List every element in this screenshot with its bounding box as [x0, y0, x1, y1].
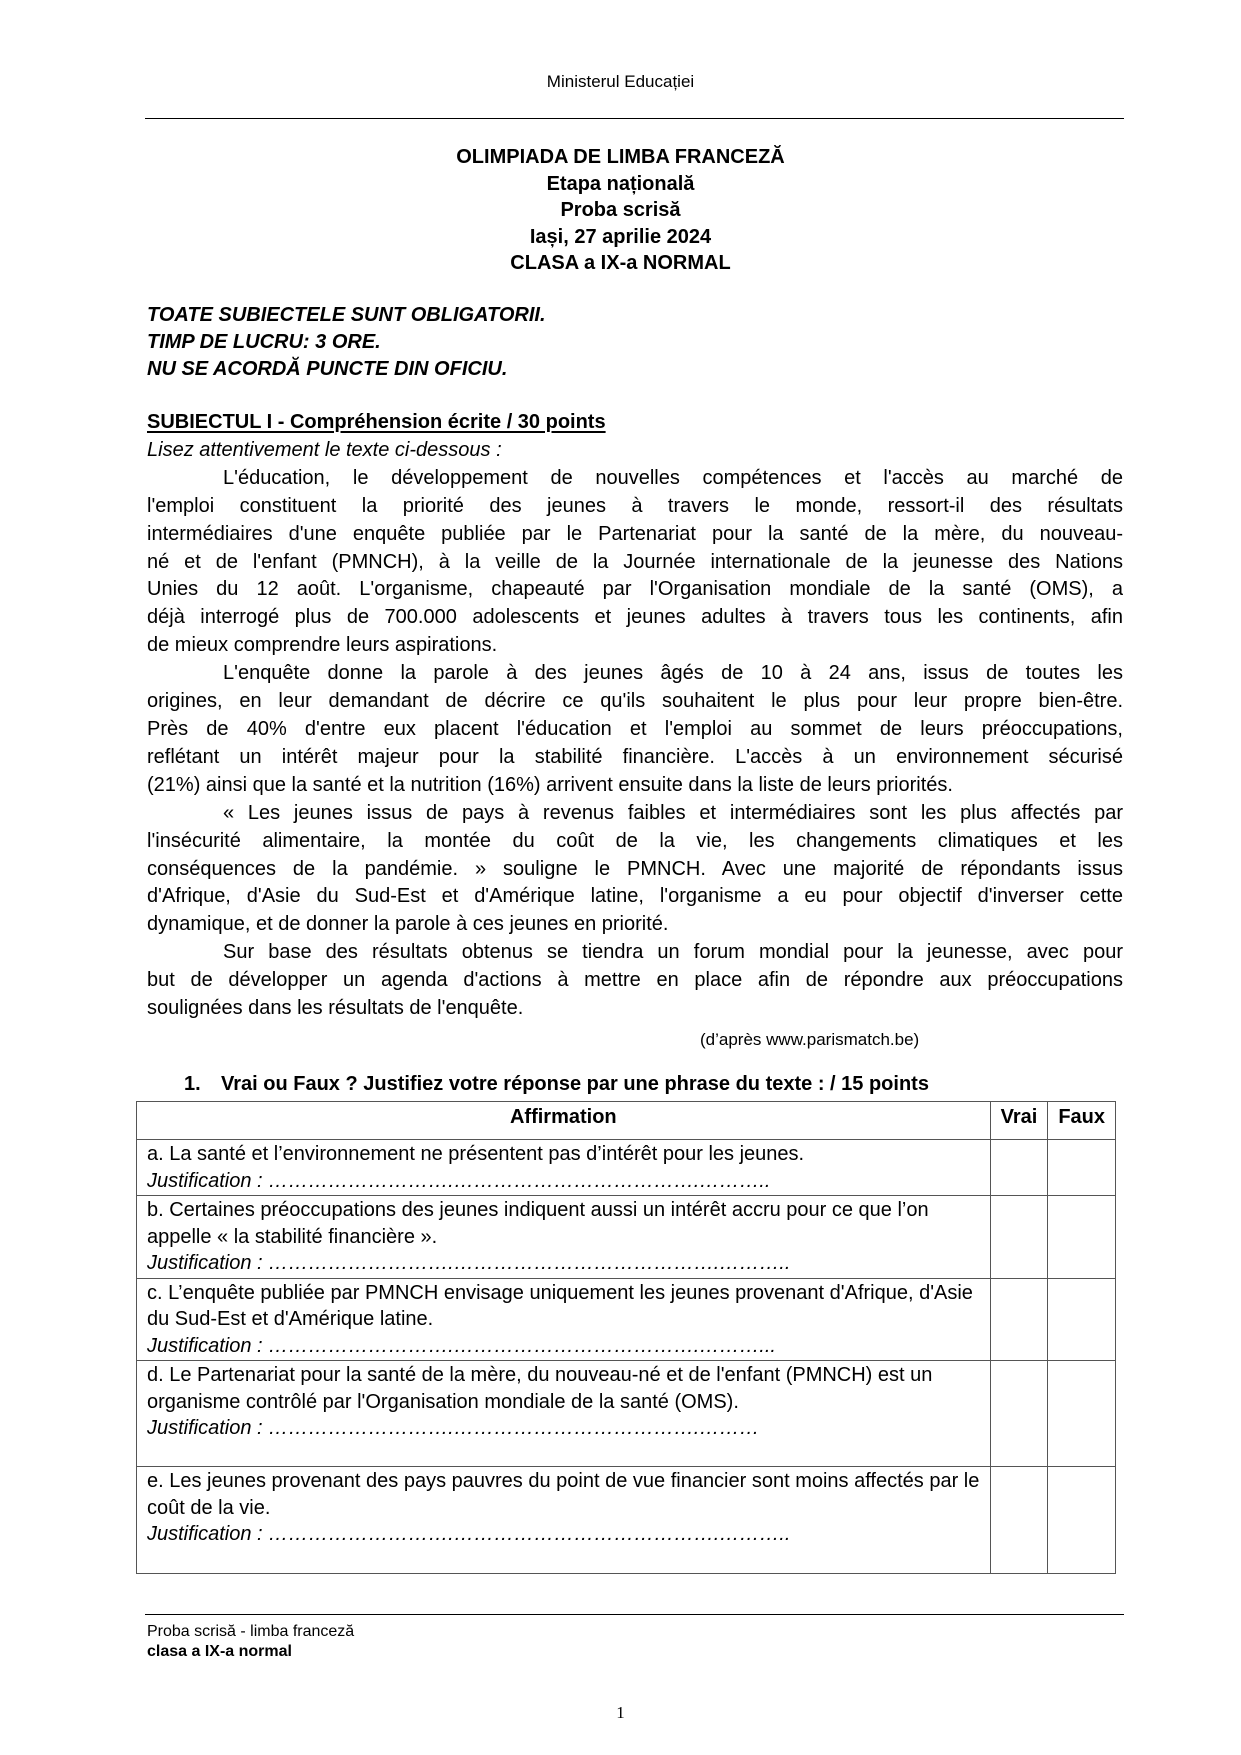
statement: b. Certaines préoccupations des jeunes indiquent aussi un intérêt accru pour ce que l’on appelle « la stabilité financière ». — [147, 1199, 929, 1248]
footer-line: clasa a IX-a normal — [147, 1643, 292, 1660]
text-line: soulignées dans les résultats de l'enquête. — [147, 997, 524, 1020]
text-line: intermédiaires d'une enquête publiée par le Partenariat pour la santé de la mère, du nouveau- — [147, 522, 1123, 545]
text-source: (d’après www.parismatch.be) — [700, 1030, 920, 1049]
vrai-answer-cell[interactable] — [990, 1140, 1048, 1196]
text-line: Unies du 12 août. L'organisme, chapeauté par l'Organisation mondiale de la santé (OMS), a — [147, 578, 1123, 601]
subject-heading: SUBIECTUL I - Compréhension écrite / 30 points — [147, 411, 606, 433]
justification-field[interactable]: Justification : ……………………….……………………………….………... — [147, 1334, 776, 1357]
rule-line: NU SE ACORDĂ PUNCTE DIN OFICIU. — [147, 358, 508, 380]
faux-answer-cell[interactable] — [1048, 1196, 1116, 1279]
column-header-vrai: Vrai — [990, 1102, 1048, 1140]
vrai-answer-cell[interactable] — [990, 1467, 1048, 1574]
title-line: Etapa națională — [546, 172, 695, 195]
table-row — [137, 1278, 1116, 1361]
table-row — [137, 1361, 1116, 1467]
vrai-answer-cell[interactable] — [990, 1361, 1048, 1467]
text-line: né et de l'enfant (PMNCH), à la veille de la Journée internationale de la jeunesse des Nations — [147, 550, 1123, 573]
justification-field[interactable]: Justification : ……………………….……………………………….……….. — [147, 1169, 771, 1192]
footer-line: Proba scrisă - limba franceză — [147, 1623, 355, 1640]
statement: d. Le Partenariat pour la santé de la mère, du nouveau-né et de l'enfant (PMNCH) est un organisme contrôlé par l'Organisation mondiale de la santé (OMS). — [147, 1364, 933, 1413]
text-line: l'insécurité alimentaire, la montée du coût de la vie, les changements climatiques et les — [147, 829, 1123, 852]
faux-answer-cell[interactable] — [1048, 1140, 1116, 1196]
page-footer — [147, 1622, 354, 1662]
header-divider — [145, 118, 1124, 119]
document-title — [0, 144, 1241, 277]
text-line: conséquences de la pandémie. » souligne le PMNCH. Avec une majorité de répondants issus — [147, 857, 1123, 880]
title-line: OLIMPIADA DE LIMBA FRANCEZĂ — [456, 146, 785, 168]
column-header-faux: Faux — [1048, 1102, 1116, 1140]
faux-answer-cell[interactable] — [1048, 1361, 1116, 1467]
subject-section — [147, 409, 1123, 1023]
justification-field[interactable]: Justification : ……………………….………………………………….……….. — [147, 1523, 791, 1545]
instruction: Lisez attentivement le texte ci-dessous : — [147, 438, 502, 461]
statement: e. Les jeunes provenant des pays pauvres du point de vue financier sont moins affectés par le coût de la vie. — [147, 1470, 980, 1519]
page-header-ministry: Ministerul Educației — [546, 72, 695, 91]
text-line: Sur base des résultats obtenus se tiendra un forum mondial pour la jeunesse, avec pour — [223, 941, 1123, 964]
text-line: l'emploi constituent la priorité des jeunes à travers le monde, ressort-il des résultats — [147, 494, 1123, 517]
faux-answer-cell[interactable] — [1048, 1278, 1116, 1361]
text-line: dynamique, et de donner la parole à ces jeunes en priorité. — [147, 913, 669, 936]
affirmation-cell — [137, 1196, 991, 1279]
statement: a. La santé et l’environnement ne présentent pas d’intérêt pour les jeunes. — [147, 1143, 805, 1165]
justification-field[interactable]: Justification : ……………………….……………………………….……… — [147, 1417, 760, 1439]
text-line: Près de 40% d'entre eux placent l'éducation et l'emploi au sommet de leurs préoccupations, — [147, 717, 1123, 740]
rule-line: TOATE SUBIECTELE SUNT OBLIGATORII. — [147, 304, 546, 326]
text-line: L'enquête donne la parole à des jeunes âgés de 10 à 24 ans, issus de toutes les — [223, 662, 1123, 685]
table-row — [137, 1140, 1116, 1196]
table-row — [137, 1467, 1116, 1574]
affirmation-cell — [137, 1278, 991, 1361]
affirmation-cell — [137, 1140, 991, 1196]
vrai-answer-cell[interactable] — [990, 1196, 1048, 1279]
title-line: Iași, 27 aprilie 2024 — [529, 225, 712, 248]
text-line: « Les jeunes issus de pays à revenus faibles et intermédiaires sont les plus affectés par — [223, 801, 1123, 824]
faux-answer-cell[interactable] — [1048, 1467, 1116, 1574]
text-line: de mieux comprendre leurs aspirations. — [147, 634, 498, 657]
affirmation-cell — [137, 1467, 991, 1574]
justification-field[interactable]: Justification : ……………………….………………………………….……….. — [147, 1252, 791, 1274]
column-header-affirmation: Affirmation — [137, 1102, 991, 1140]
table-row — [137, 1196, 1116, 1279]
footer-divider — [145, 1614, 1124, 1615]
text-line: origines, en leur demandant de décrire ce qu'ils souhaitent le plus pour leur propre bien-être. — [147, 690, 1123, 713]
true-false-table — [136, 1101, 1116, 1574]
statement: c. L’enquête publiée par PMNCH envisage uniquement les jeunes provenant d'Afrique, d'Asie du Sud-Est et d'Amérique latine. — [147, 1281, 973, 1330]
text-line: déjà interrogé plus de 700.000 adolescents et jeunes adultes à travers tous les continents, afin — [147, 606, 1123, 629]
text-line: d'Afrique, d'Asie du Sud-Est et d'Amérique latine, l'organisme a eu pour objectif d'inverser cette — [147, 885, 1123, 908]
title-line: CLASA a IX-a NORMAL — [510, 252, 731, 274]
vrai-answer-cell[interactable] — [990, 1278, 1048, 1361]
text-line: but de développer un agenda d'actions à mettre en place afin de répondre aux préoccupations — [147, 969, 1123, 992]
text-line: (21%) ainsi que la santé et la nutrition (16%) arrivent ensuite dans la liste de leurs priorités. — [147, 773, 953, 796]
question-number: 1. — [184, 1073, 201, 1095]
affirmation-cell — [137, 1361, 991, 1467]
text-line: reflétant un intérêt majeur pour la stabilité financière. L'accès à un environnement sécurisé — [147, 745, 1123, 768]
question-1 — [184, 1073, 929, 1096]
rule-line: TIMP DE LUCRU: 3 ORE. — [147, 331, 381, 353]
reading-text — [147, 465, 1123, 1023]
question-text: Vrai ou Faux ? Justifiez votre réponse par une phrase du texte : / 15 points — [221, 1073, 929, 1095]
exam-rules — [147, 302, 546, 383]
title-line: Proba scrisă — [560, 199, 681, 221]
text-line: L'éducation, le développement de nouvelles compétences et l'accès au marché de — [223, 466, 1123, 489]
page-number: 1 — [616, 1703, 625, 1722]
